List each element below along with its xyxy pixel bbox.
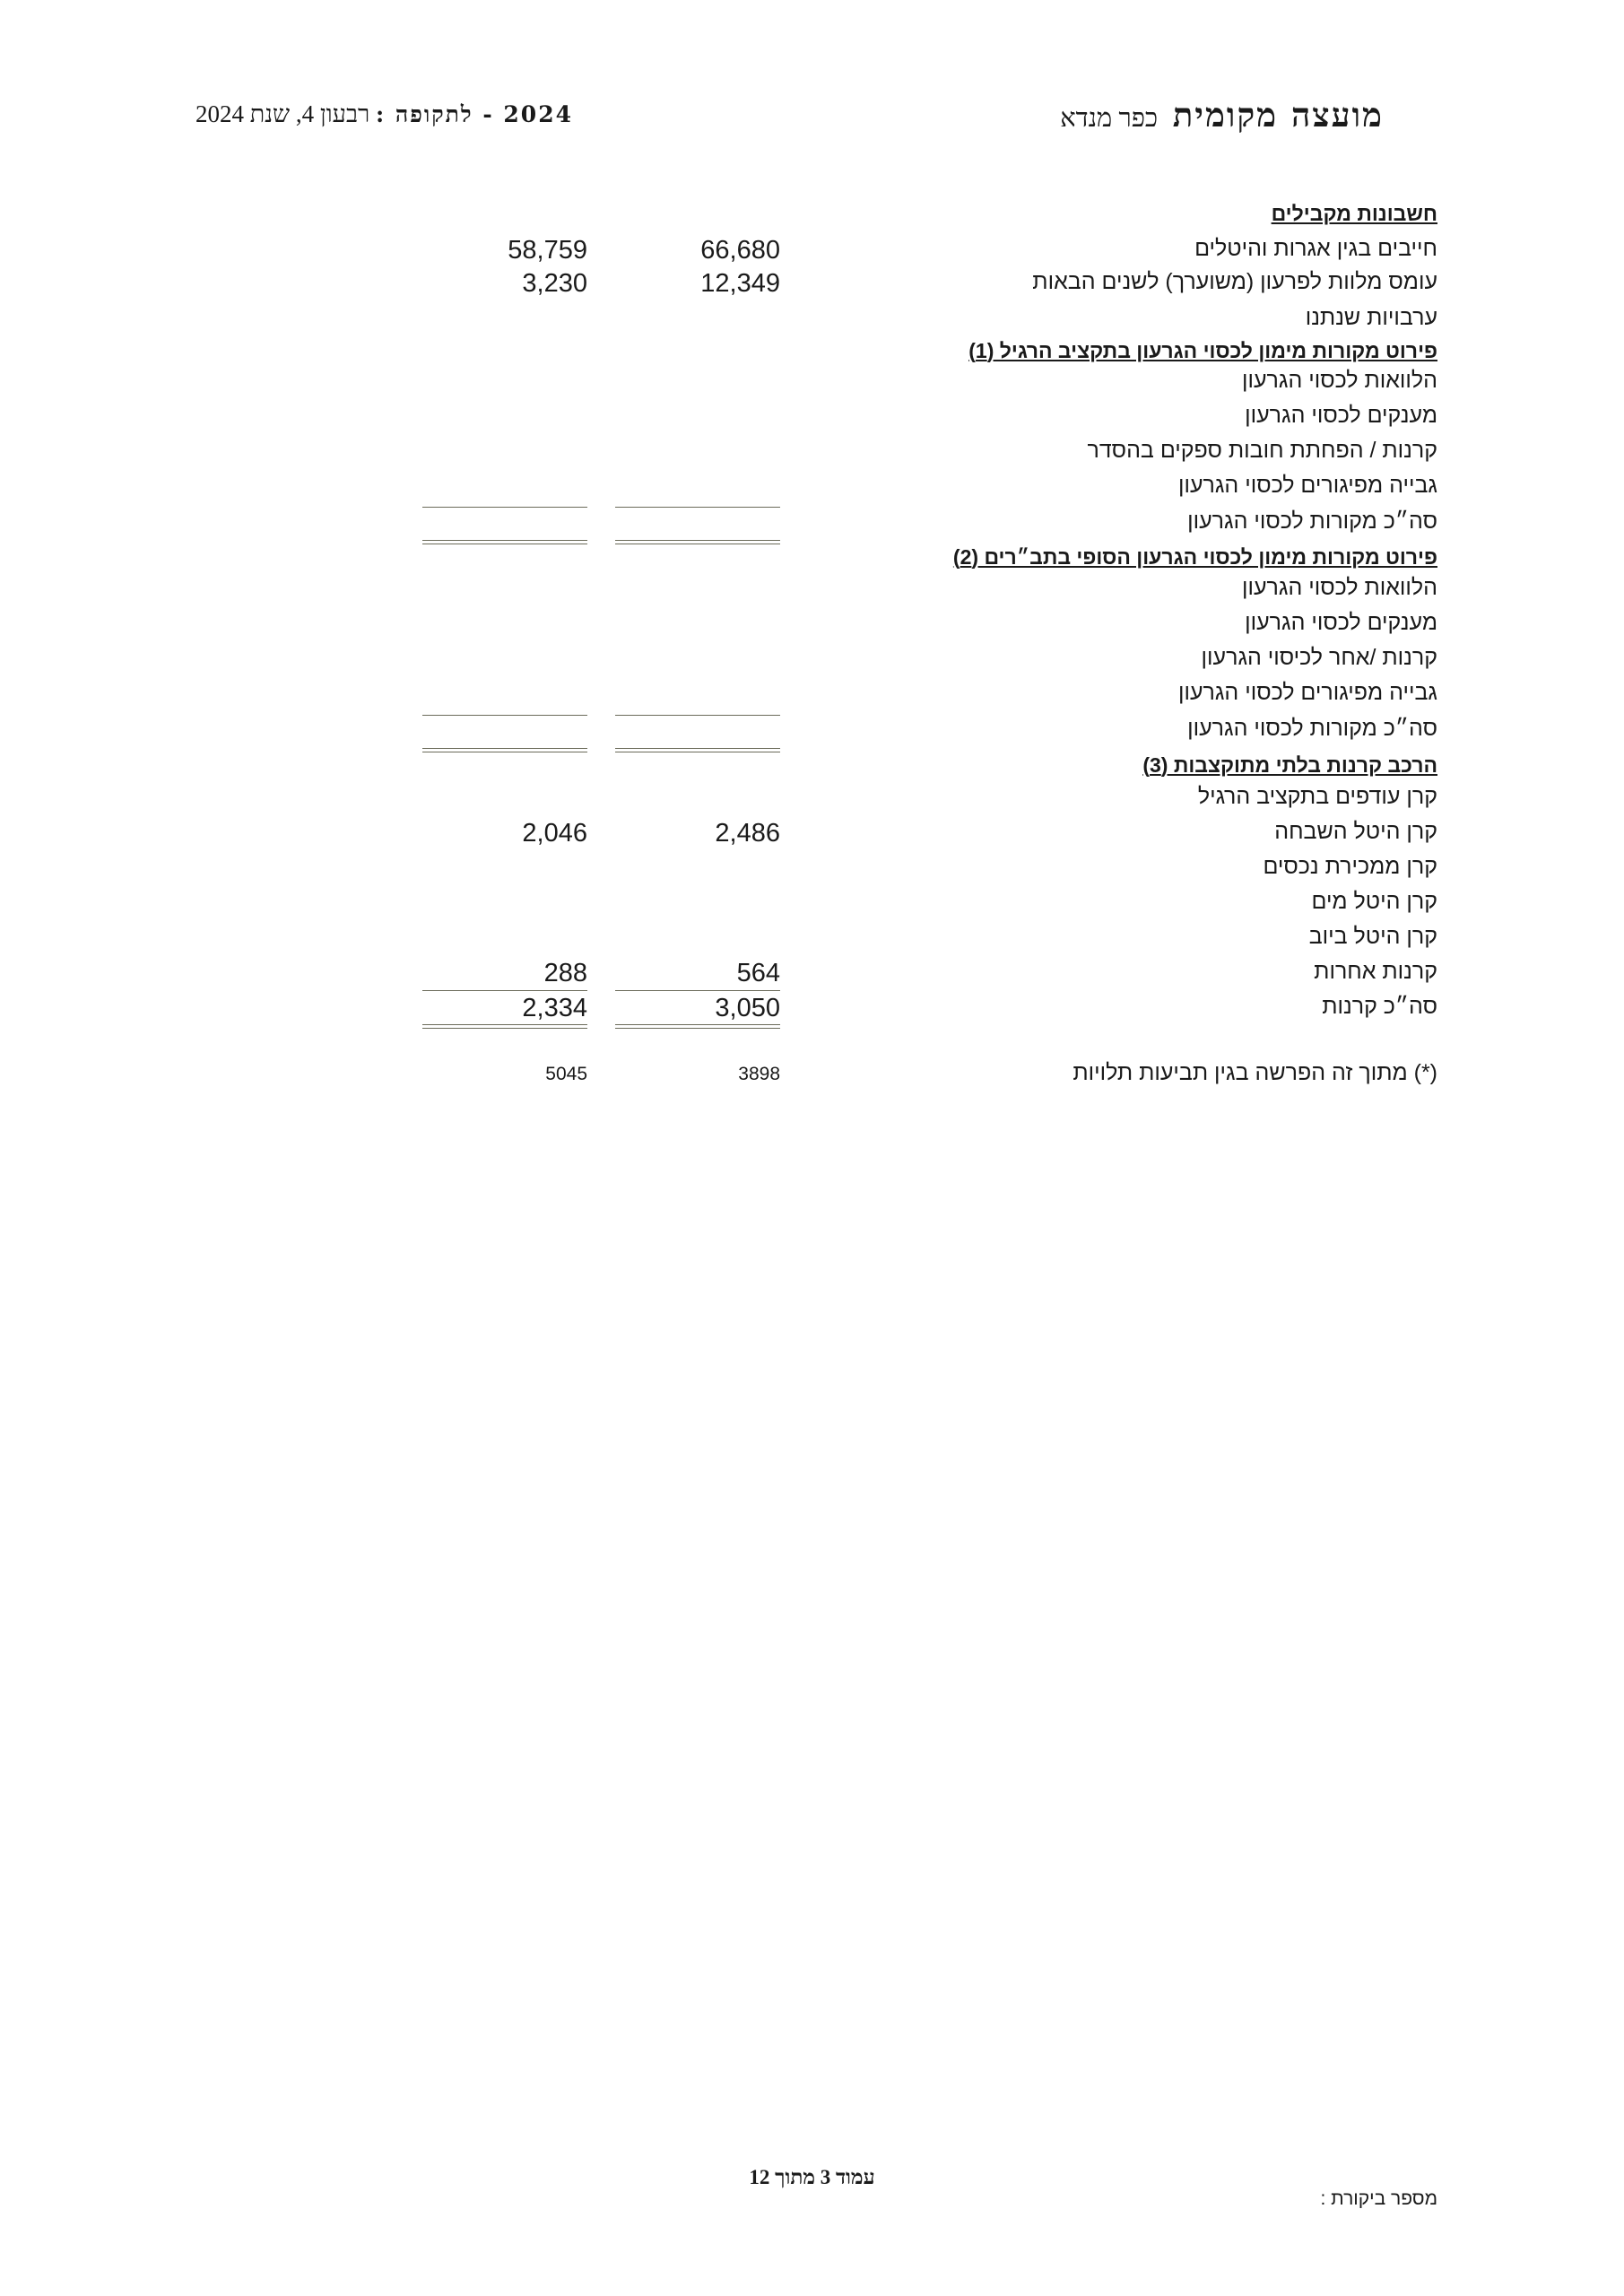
total-double-line (422, 540, 587, 544)
period-text: רבעון 4, שנת 2024 (195, 100, 370, 127)
row-label: גבייה מפיגורים לכסוי הגרעון (1177, 473, 1437, 498)
row-value-previous: 288 (543, 959, 587, 987)
period-year-label: 2024 - לתקופה : (375, 101, 573, 127)
row-value-current: 564 (736, 959, 780, 987)
row-label: קרן ממכירת נכסים (1263, 854, 1437, 879)
row-label-total: סה״כ קרנות (1322, 994, 1437, 1019)
note-value-current: 3898 (738, 1064, 780, 1084)
row-label: הלוואות לכסוי הגרעון (1242, 575, 1437, 600)
place-name: כפר מנדא (1060, 104, 1159, 133)
subtotal-line (615, 715, 780, 716)
total-double-line (615, 1024, 780, 1029)
total-double-line (422, 1024, 587, 1029)
row-value-current: 3,050 (715, 994, 780, 1022)
row-label: מענקים לכסוי הגרעון (1245, 403, 1437, 428)
row-value-current: 12,349 (700, 269, 780, 298)
row-label-total: סה״כ מקורות לכסוי הגרעון (1187, 509, 1437, 534)
subtotal-line (422, 507, 587, 508)
row-value-previous: 3,230 (522, 269, 587, 298)
row-label: גבייה מפיגורים לכסוי הגרעון (1177, 680, 1437, 705)
row-label: קרן היטל מים (1311, 889, 1437, 914)
row-value-previous: 2,046 (522, 819, 587, 848)
row-label: קרנות /אחר לכיסוי הגרעון (1201, 645, 1437, 670)
row-label: ערבויות שנתנו (1305, 305, 1437, 330)
control-number-label: מספר ביקורת : (1320, 2188, 1437, 2209)
row-label: הלוואות לכסוי הגרעון (1242, 368, 1437, 393)
row-label: קרנות אחרות (1314, 959, 1437, 984)
row-label: קרנות / הפחתת חובות ספקים בהסדר (1087, 438, 1437, 463)
row-value-current: 66,680 (700, 236, 780, 265)
section-title-final-deficit-projects: פירוט מקורות מימון לכסוי הגרעון הסופי בתב״רים (2) (952, 545, 1437, 569)
row-label-total: סה״כ מקורות לכסוי הגרעון (1187, 716, 1437, 741)
org-name: מועצה מקומית (1172, 95, 1384, 135)
row-label: מענקים לכסוי הגרעון (1245, 610, 1437, 635)
row-label: קרן היטל השבחה (1274, 819, 1437, 844)
subtotal-line (615, 990, 780, 991)
row-value-previous: 2,334 (522, 994, 587, 1022)
subtotal-line (422, 990, 587, 991)
row-label: חייבים בגין אגרות והיטלים (1194, 236, 1437, 261)
report-period (195, 100, 573, 128)
page-number: עמוד 3 מתוך 12 (749, 2166, 875, 2188)
report-header-title (1060, 95, 1384, 135)
subtotal-line (422, 715, 587, 716)
row-value-previous: 58,759 (508, 236, 587, 265)
section-title-unbudgeted-funds: הרכב קרנות בלתי מתוקצבות (3) (1142, 753, 1437, 777)
total-double-line (422, 748, 587, 752)
row-label: עומס מלוות לפרעון (משוערך) לשנים הבאות (1032, 269, 1437, 294)
subtotal-line (615, 507, 780, 508)
note-value-previous: 5045 (545, 1064, 587, 1084)
section-title-regular-budget-deficit: פירוט מקורות מימון לכסוי הגרעון בתקציב הרגיל (1) (968, 339, 1437, 362)
total-double-line (615, 540, 780, 544)
total-double-line (615, 748, 780, 752)
section-title-parallel-accounts: חשבונות מקבילים (1271, 202, 1437, 225)
row-label: קרן עודפים בתקציב הרגיל (1197, 784, 1437, 809)
note-label: (*) מתוך זה הפרשה בגין תביעות תלויות (1073, 1060, 1437, 1085)
row-label: קרן היטל ביוב (1308, 924, 1437, 949)
row-value-current: 2,486 (715, 819, 780, 848)
